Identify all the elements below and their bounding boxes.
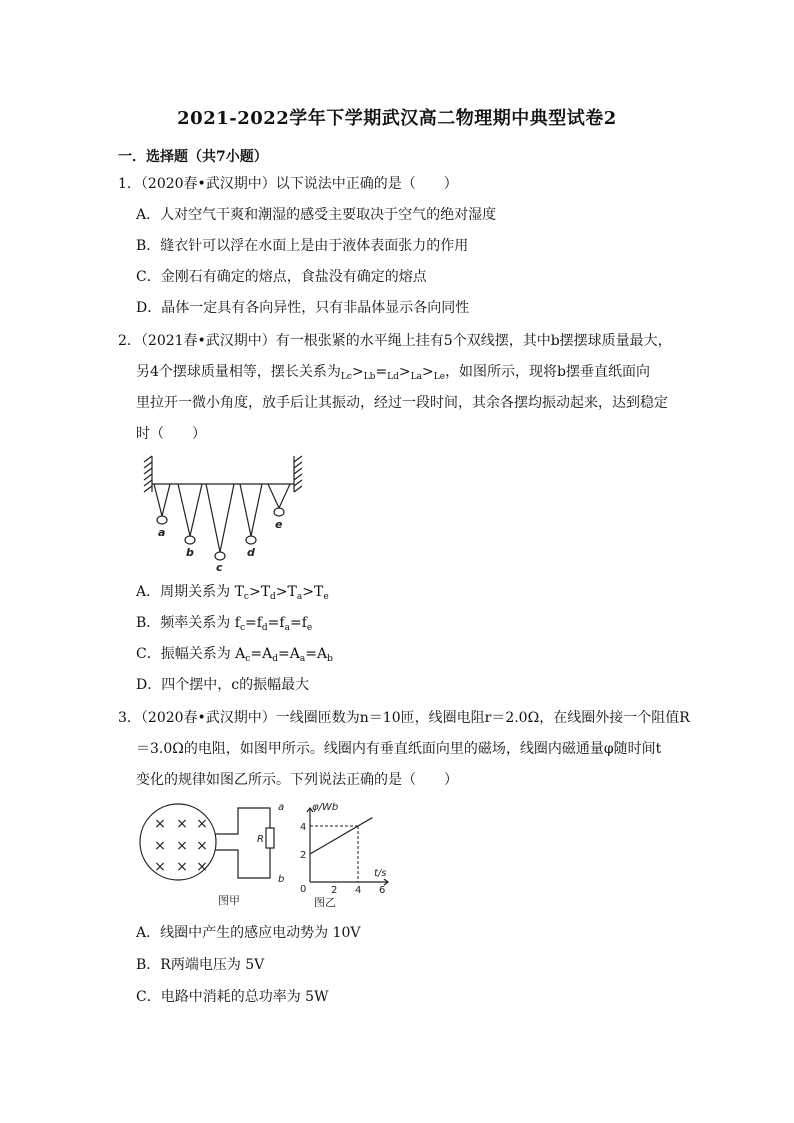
- section-heading: 一．选择题（共7小题）: [118, 149, 268, 165]
- question-2-stem-line4: 时（ ）: [136, 426, 206, 442]
- flux-series-line: [310, 818, 372, 854]
- flux-time-chart: [288, 798, 398, 910]
- pendulum-label-a: a: [158, 526, 166, 539]
- question-3-stem-line1: 3．（2020春•武汉期中）一线圈匝数为n＝10匝，线圈电阻r＝2.0Ω，在线圈外接一个阻值R: [118, 710, 690, 726]
- y-tick-label: 2: [300, 850, 307, 861]
- question-3-option-c[interactable]: C．电路中消耗的总功率为 5W: [136, 989, 329, 1005]
- pendulum-label-d: d: [247, 546, 255, 559]
- field-cross: ×: [176, 816, 188, 832]
- terminal-b-label: b: [278, 874, 285, 885]
- question-1-option-d[interactable]: D．晶体一定具有各向异性，只有非晶体显示各向同性: [136, 300, 470, 316]
- field-cross: ×: [154, 838, 166, 854]
- question-1-option-b[interactable]: B．缝衣针可以浮在水面上是由于液体表面张力的作用: [136, 238, 469, 254]
- question-1-stem: 1．（2020春•武汉期中）以下说法中正确的是（ ）: [118, 176, 458, 192]
- question-2-option-c[interactable]: C．振幅关系为 $A_c=A_d=A_a=A_b$: [136, 646, 333, 664]
- question-2-option-d[interactable]: D．四个摆中，c的振幅最大: [136, 677, 310, 693]
- length-relation: $_{Lc}>_{Lb}=_{Ld}>_{La}>_{Le}$: [340, 364, 446, 382]
- question-3-stem-line2: ＝3.0Ω的电阻，如图甲所示。线圈内有垂直纸面向里的磁场，线圈内磁通量φ随时间t: [136, 741, 662, 757]
- terminal-a-label: a: [278, 802, 285, 813]
- field-cross: ×: [176, 859, 188, 875]
- figure-yi-caption: 图乙: [314, 896, 336, 909]
- pendulum-label-b: b: [186, 546, 194, 559]
- question-1-option-c[interactable]: C．金刚石有确定的熔点，食盐没有确定的熔点: [136, 269, 427, 285]
- question-2-stem-line2: 另4个摆球质量相等，摆长关系为$_{Lc}>_{Lb}=_{Ld}>_{La}>_{Le}$，如图所示，现将b摆垂直纸面向: [136, 364, 651, 382]
- question-2-option-b[interactable]: B．频率关系为 $f_c=f_d=f_a=f_e$: [136, 615, 313, 633]
- figure-jia-caption: 图甲: [218, 894, 240, 907]
- field-cross: ×: [154, 816, 166, 832]
- field-cross: ×: [176, 838, 188, 854]
- question-3-stem-line3: 变化的规律如图乙所示。下列说法正确的是（ ）: [136, 772, 458, 788]
- field-cross: ×: [154, 859, 166, 875]
- pendulum-label-c: c: [216, 561, 223, 572]
- question-2-stem-line3: 里拉开一微小角度，放手后让其振动，经过一段时间，其余各摆均振动起来，达到稳定: [136, 395, 668, 411]
- field-cross: ×: [196, 816, 208, 832]
- x-axis-label: t/s: [374, 868, 387, 879]
- field-cross: ×: [196, 838, 208, 854]
- x-tick-label: 6: [379, 885, 386, 896]
- question-2-stem-line1: 2．（2021春•武汉期中）有一根张紧的水平绳上挂有5个双线摆，其中b摆摆球质量最大，: [118, 333, 672, 349]
- question-2-option-a[interactable]: A．周期关系为 $T_c>T_d>T_a>T_e$: [136, 584, 329, 602]
- y-axis-label: φ/Wb: [312, 802, 339, 813]
- y-tick-label: 4: [300, 822, 307, 833]
- question-1-option-a[interactable]: A．人对空气干爽和潮湿的感受主要取决于空气的绝对湿度: [136, 207, 497, 223]
- question-3-option-a[interactable]: A．线圈中产生的感应电动势为 10V: [136, 925, 361, 941]
- coil-circuit-figure: [138, 798, 288, 908]
- pendulum-figure: [140, 452, 310, 572]
- question-3-option-b[interactable]: B．R两端电压为 5V: [136, 957, 265, 973]
- origin-label: 0: [300, 884, 307, 895]
- field-cross: ×: [196, 859, 208, 875]
- page-title: 2021-2022学年下学期武汉高二物理期中典型试卷2: [177, 108, 617, 129]
- pendulum-label-e: e: [275, 518, 283, 531]
- resistor-label: R: [257, 834, 264, 845]
- question-2-stem-text: 另4个摆球质量相等，摆长关系为: [136, 364, 341, 380]
- x-tick-label: 2: [331, 885, 338, 896]
- x-tick-label: 4: [355, 885, 362, 896]
